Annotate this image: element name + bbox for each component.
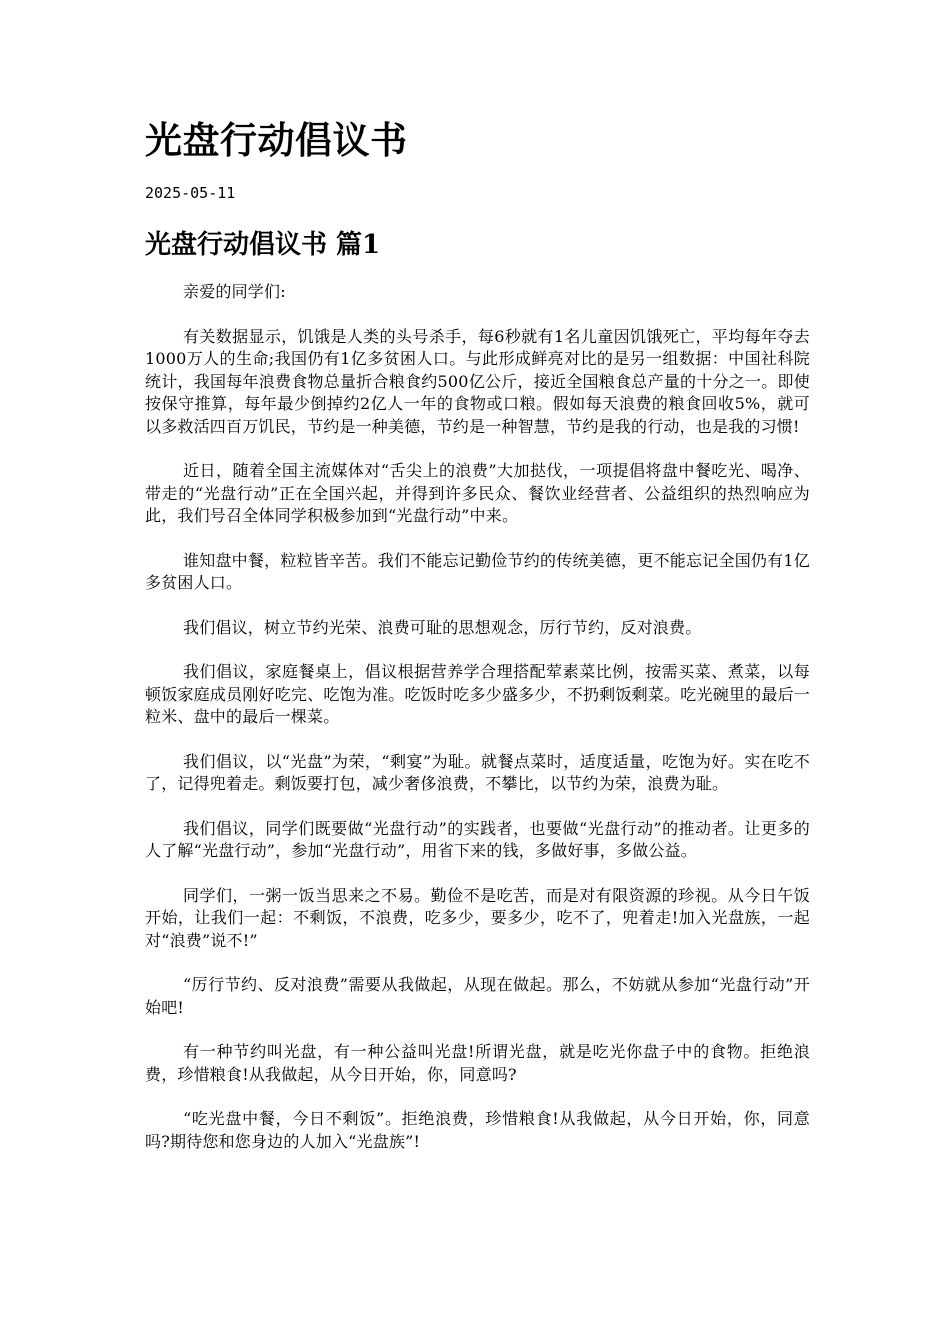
paragraph: 我们倡议，树立节约光荣、浪费可耻的思想观念，厉行节约，反对浪费。 bbox=[183, 617, 702, 637]
document-date: 2025-05-11 bbox=[145, 184, 236, 202]
paragraph: 有关数据显示，饥饿是人类的头号杀手，每6秒就有1名儿童因饥饿死亡，平均每年夺去1000万人的生命;我国仍有1亿多贫困人口。与此形成鲜亮对比的是另一组数据：中国社科院统计，我国每年浪费食物总量折合粮食约500亿公斤，接近全国粮食总产量的十分之一。即使按保守推算，每年最少倒掉约2亿人一年的食物或口粮。假如每天浪费的粮食回收5%，就可以多救活四百万饥民，节约是一种美德，节约是一种智慧，节约是我的行动，也是我的习惯! bbox=[145, 326, 810, 436]
paragraph: “吃光盘中餐，今日不剩饭”。拒绝浪费，珍惜粮食!从我做起，从今日开始，你，同意吗?期待您和您身边的人加入“光盘族”! bbox=[145, 1109, 810, 1151]
paragraph: “厉行节约、反对浪费”需要从我做起，从现在做起。那么，不妨就从参加“光盘行动”开始吧! bbox=[145, 975, 810, 1017]
paragraph: 谁知盘中餐，粒粒皆辛苦。我们不能忘记勤俭节约的传统美德，更不能忘记全国仍有1亿多贫困人口。 bbox=[145, 550, 810, 592]
paragraph-greeting: 亲爱的同学们: bbox=[183, 282, 286, 301]
document-body bbox=[145, 281, 810, 1175]
paragraph: 我们倡议，家庭餐桌上，倡议根据营养学合理搭配荤素菜比例，按需买菜、煮菜，以每顿饭家庭成员刚好吃完、吃饱为准。吃饭时吃多少盛多少，不扔剩饭剩菜。吃光碗里的最后一粒米、盘中的最后一棵菜。 bbox=[145, 662, 810, 726]
document-title: 光盘行动倡议书 bbox=[145, 118, 408, 162]
paragraph: 我们倡议，同学们既要做“光盘行动”的实践者，也要做“光盘行动”的推动者。让更多的人了解“光盘行动”，参加“光盘行动”，用省下来的钱，多做好事，多做公益。 bbox=[145, 818, 810, 860]
paragraph: 同学们，一粥一饭当思来之不易。勤俭不是吃苦，而是对有限资源的珍视。从今日午饭开始，让我们一起：不剩饭，不浪费，吃多少，要多少，吃不了，兜着走!加入光盘族，一起对“浪费”说不!” bbox=[145, 885, 810, 950]
section-title: 光盘行动倡议书 篇1 bbox=[145, 230, 381, 260]
paragraph: 我们倡议，以“光盘”为荣，“剩宴”为耻。就餐点菜时，适度适量，吃饱为好。实在吃不了，记得兜着走。剩饭要打包，减少奢侈浪费，不攀比，以节约为荣，浪费为耻。 bbox=[145, 751, 810, 793]
paragraph: 有一种节约叫光盘，有一种公益叫光盘!所谓光盘，就是吃光你盘子中的食物。拒绝浪费，珍惜粮食!从我做起，从今日开始，你，同意吗? bbox=[145, 1042, 810, 1084]
paragraph: 近日，随着全国主流媒体对“舌尖上的浪费”大加挞伐，一项提倡将盘中餐吃光、喝净、带走的“光盘行动”正在全国兴起，并得到许多民众、餐饮业经营者、公益组织的热烈响应为此，我们号召全体同学积极参加到“光盘行动”中来。 bbox=[145, 461, 810, 525]
